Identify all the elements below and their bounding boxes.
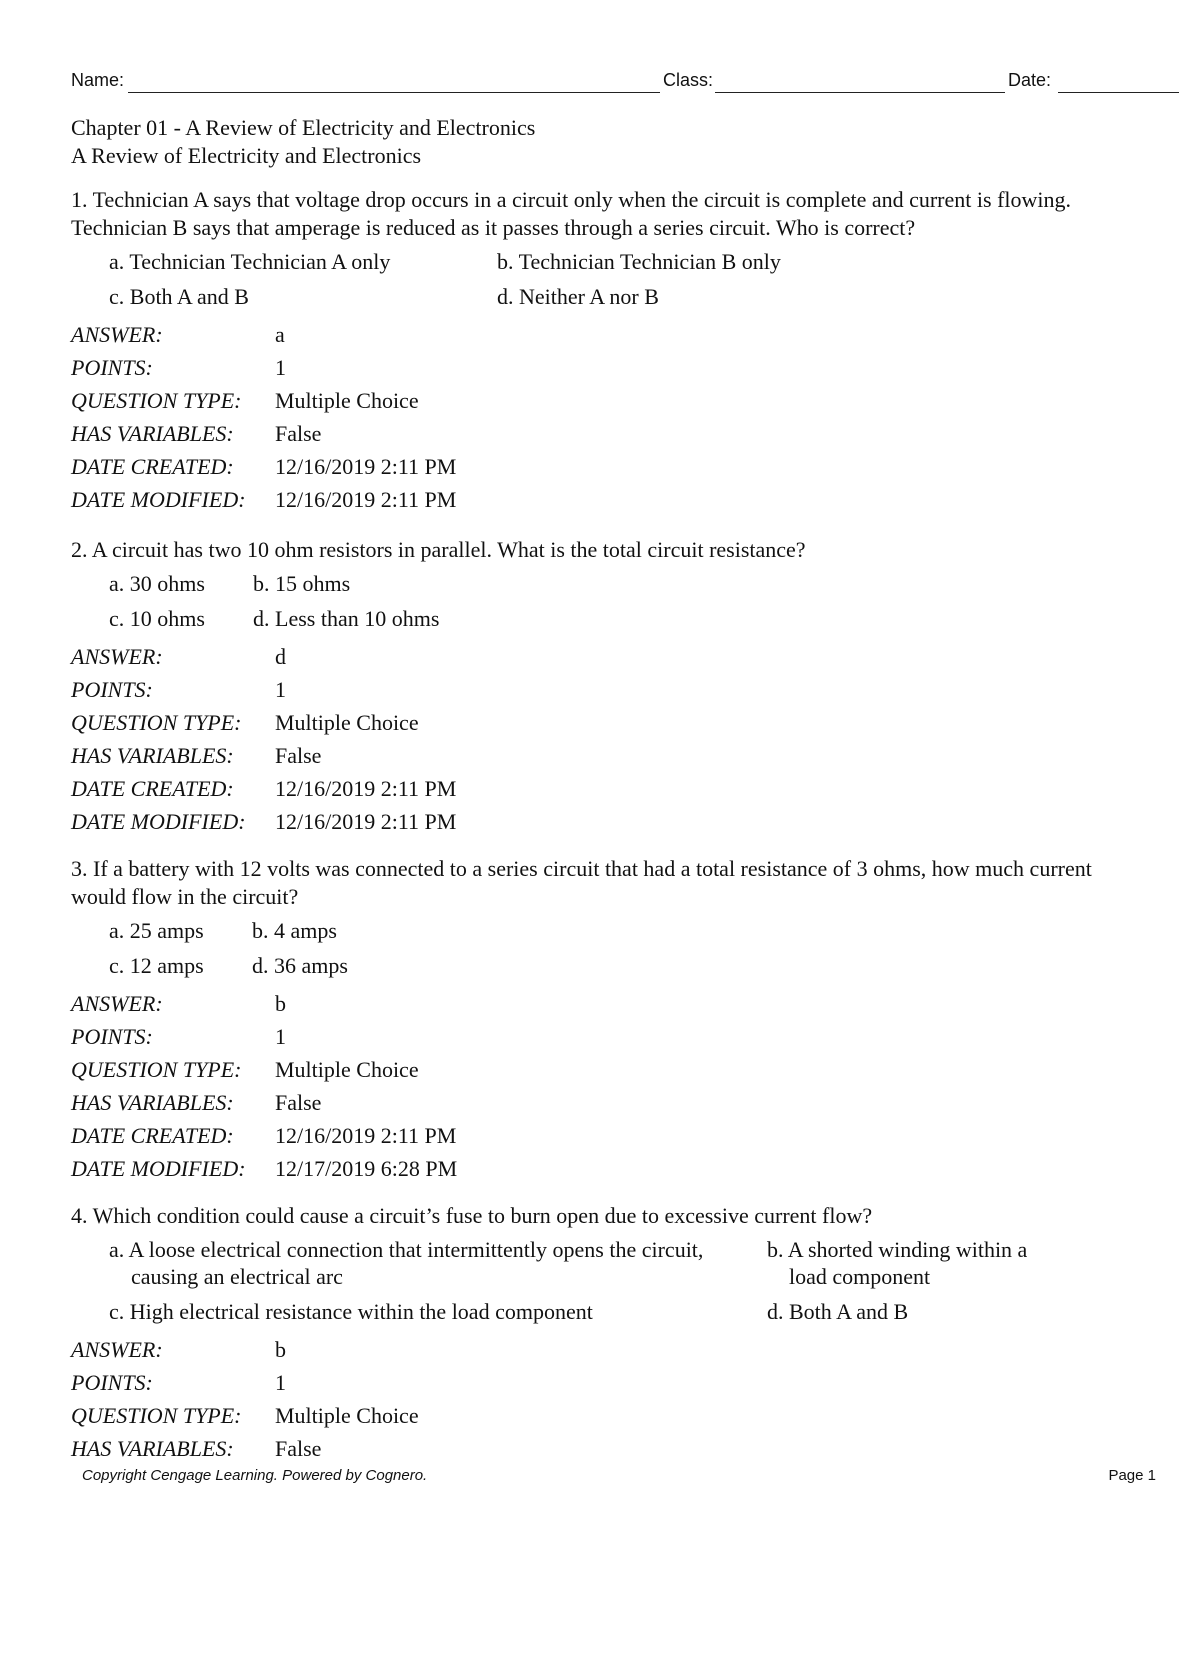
date-created-value: 12/16/2019 2:11 PM	[275, 775, 457, 801]
question-type-label: QUESTION TYPE:	[71, 1056, 242, 1082]
choice-d: d. Neither A nor B	[497, 284, 659, 309]
choice-a: a. 25 amps	[109, 918, 204, 943]
points-label: POINTS:	[71, 1369, 153, 1395]
question-2	[71, 536, 1111, 838]
date-label: Date:	[1008, 70, 1052, 90]
date-modified-label: DATE MODIFIED:	[71, 486, 246, 512]
answer-value: b	[275, 990, 286, 1016]
has-variables-label: HAS VARIABLES:	[71, 742, 234, 768]
choice-b: b. 4 amps	[252, 918, 337, 943]
points-label: POINTS:	[71, 354, 153, 380]
question-type-value: Multiple Choice	[275, 1402, 419, 1428]
points-value: 1	[275, 676, 286, 702]
has-variables-value: False	[275, 1089, 322, 1115]
question-1	[71, 186, 1111, 516]
has-variables-label: HAS VARIABLES:	[71, 420, 234, 446]
choice-c: c. Both A and B	[109, 284, 249, 309]
class-label: Class:	[663, 70, 714, 90]
name-field-line[interactable]	[128, 92, 660, 93]
points-value: 1	[275, 1023, 286, 1049]
answer-choices	[109, 248, 1111, 310]
date-created-label: DATE CREATED:	[71, 1122, 234, 1148]
answer-label: ANSWER:	[71, 321, 163, 347]
question-type-label: QUESTION TYPE:	[71, 387, 242, 413]
question-3	[71, 855, 1111, 1185]
has-variables-value: False	[275, 742, 322, 768]
choice-c: c. 10 ohms	[109, 606, 205, 631]
date-created-value: 12/16/2019 2:11 PM	[275, 453, 457, 479]
date-created-label: DATE CREATED:	[71, 775, 234, 801]
choice-c: c. High electrical resistance within the load component	[109, 1299, 593, 1324]
question-type-value: Multiple Choice	[275, 1056, 419, 1082]
answer-choices	[109, 917, 1111, 979]
choice-a: a. Technician Technician A only	[109, 249, 391, 274]
answer-label: ANSWER:	[71, 990, 163, 1016]
choice-a: a. A loose electrical connection that intermittently opens the circuit, causing an electrical arc	[109, 1237, 704, 1289]
choice-d: d. Both A and B	[767, 1299, 909, 1324]
choice-d: d. Less than 10 ohms	[253, 606, 440, 631]
points-value: 1	[275, 354, 286, 380]
student-info-header	[71, 70, 1147, 96]
choice-d: d. 36 amps	[252, 953, 348, 978]
answer-value: a	[275, 321, 285, 347]
question-stem: 3. If a battery with 12 volts was connected to a series circuit that had a total resistance of 3 ohms, how much current would flow in the circuit?	[71, 856, 1092, 909]
choice-b: b. A shorted winding within a load component	[767, 1237, 1028, 1289]
has-variables-value: False	[275, 420, 322, 446]
question-type-value: Multiple Choice	[275, 387, 419, 413]
points-label: POINTS:	[71, 1023, 153, 1049]
choice-a: a. 30 ohms	[109, 571, 205, 596]
chapter-title: Chapter 01 - A Review of Electricity and Electronics	[71, 115, 536, 140]
date-modified-label: DATE MODIFIED:	[71, 808, 246, 834]
question-metadata	[71, 640, 1111, 838]
question-metadata	[71, 318, 1111, 516]
question-stem: 2. A circuit has two 10 ohm resistors in parallel. What is the total circuit resistance?	[71, 537, 806, 562]
has-variables-label: HAS VARIABLES:	[71, 1089, 234, 1115]
choice-c: c. 12 amps	[109, 953, 204, 978]
question-4	[71, 1202, 1111, 1465]
answer-label: ANSWER:	[71, 643, 163, 669]
answer-value: b	[275, 1336, 286, 1362]
date-created-label: DATE CREATED:	[71, 453, 234, 479]
name-label: Name:	[71, 70, 125, 90]
has-variables-value: False	[275, 1435, 322, 1461]
date-created-value: 12/16/2019 2:11 PM	[275, 1122, 457, 1148]
has-variables-label: HAS VARIABLES:	[71, 1435, 234, 1461]
question-type-label: QUESTION TYPE:	[71, 709, 242, 735]
points-label: POINTS:	[71, 676, 153, 702]
chapter-subtitle: A Review of Electricity and Electronics	[71, 143, 422, 168]
class-field-line[interactable]	[715, 92, 1005, 93]
answer-choices	[109, 1236, 1111, 1325]
document-title	[71, 114, 535, 170]
date-modified-value: 12/16/2019 2:11 PM	[275, 808, 457, 834]
date-field-line[interactable]	[1058, 92, 1179, 93]
page-number: Page 1	[1108, 1467, 1156, 1484]
question-type-value: Multiple Choice	[275, 709, 419, 735]
points-value: 1	[275, 1369, 286, 1395]
question-stem: 1. Technician A says that voltage drop occurs in a circuit only when the circuit is complete and current is flowing. Technician B says that amperage is reduced as it passes through a series circuit. Who is correct?	[71, 187, 1072, 240]
date-modified-value: 12/16/2019 2:11 PM	[275, 486, 457, 512]
question-type-label: QUESTION TYPE:	[71, 1402, 242, 1428]
copyright-notice: Copyright Cengage Learning. Powered by Cognero.	[82, 1467, 428, 1484]
answer-value: d	[275, 643, 286, 669]
question-stem: 4. Which condition could cause a circuit’s fuse to burn open due to excessive current flow?	[71, 1203, 873, 1228]
answer-choices	[109, 570, 1111, 632]
page-footer	[82, 1467, 1156, 1484]
date-modified-label: DATE MODIFIED:	[71, 1155, 246, 1181]
choice-b: b. Technician Technician B only	[497, 249, 781, 274]
answer-label: ANSWER:	[71, 1336, 163, 1362]
question-metadata	[71, 987, 1111, 1185]
choice-b: b. 15 ohms	[253, 571, 351, 596]
question-metadata	[71, 1333, 1111, 1465]
date-modified-value: 12/17/2019 6:28 PM	[275, 1155, 458, 1181]
